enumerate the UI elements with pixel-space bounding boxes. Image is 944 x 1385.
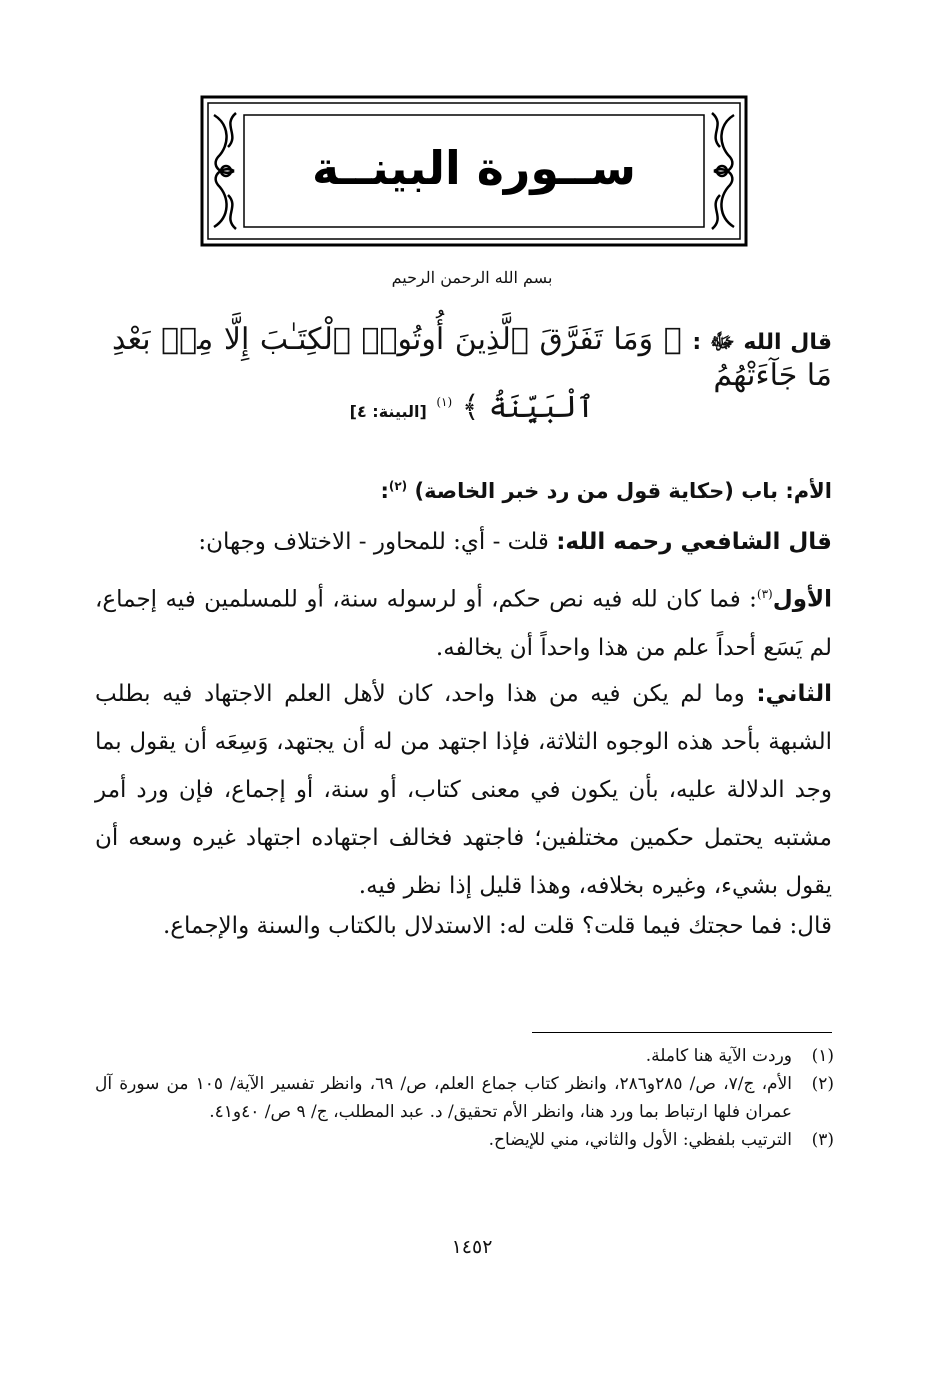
footnote-text: الترتيب بلفظي: الأول والثاني، مني للإيضاح. <box>488 1130 792 1150</box>
basmala: بسم الله الرحمن الرحيم <box>391 268 553 287</box>
footnote-mark-1: (١) <box>436 395 453 409</box>
verse-line-1 <box>112 322 832 394</box>
paragraph-4-text: قال: فما حجتك فيما قلت؟ قلت له: الاستدلال بالكتاب والسنة والإجماع. <box>163 913 832 939</box>
footnote-number: (١) <box>811 1046 834 1066</box>
footnote-mark-3: (٣) <box>756 587 773 601</box>
footnote-mark-2: (٢) <box>388 479 408 493</box>
footnote-number: (٢) <box>811 1074 834 1094</box>
verse-text-1: ﴿ وَمَا تَفَرَّقَ ٱلَّذِينَ أُوتُوا۟ ٱلْكِتَـٰبَ إِلَّا مِنۢ بَعْدِ مَا جَآءَتْهُمُ <box>112 322 832 393</box>
verse-line-2 <box>112 390 832 426</box>
paragraph-1-text: قلت - أي: للمحاور - الاختلاف وجهان: <box>198 529 549 555</box>
footnote-text: وردت الآية هنا كاملة. <box>645 1046 792 1066</box>
surah-title: ســورة البينــة <box>312 141 636 195</box>
paragraph-2-lead: الأول <box>772 586 832 613</box>
paragraph-4 <box>95 902 832 950</box>
paragraph-1-lead: قال الشافعي رحمه الله: <box>556 529 832 555</box>
footnote-text: الأم، ج/٧، ص/ ٢٨٥و٢٨٦، وانظر كتاب جماع العلم، ص/ ٦٩، وانظر تفسير الآية/ ١٠٥ من سورة آل عمران فلها ارتباط بما ورد هنا، وانظر الأم تحقيق/ د. عبد المطلب، ج/ ٩ ص/ ٤٠و٤١. <box>95 1074 792 1122</box>
footnotes <box>95 1042 834 1154</box>
footnote-item <box>95 1042 834 1070</box>
page-number: ١٤٥٢ <box>451 1236 493 1258</box>
footnote-item <box>95 1126 834 1154</box>
paragraph-3-text: وما لم يكن فيه من هذا واحد، كان لأهل العلم الاجتهاد فيه بطلب الشبهة بأحد هذه الوجوه الثلاثة، فإذا اجتهد من له أن يجتهد، وَسِعَه أن يقول بما وجد الدلالة عليه، بأن يكون في معنى كتاب، أو سنة، أو إجماع، فإن ورد أمر مشتبه يحتمل حكمين مختلفين؛ فاجتهد فخالف اجتهاده اجتهاد غيره وسعه أن يقول بشيء، وغيره بخلافه، وهذا قليل إذا نظر فيه. <box>95 681 832 899</box>
footnote-item <box>95 1070 834 1126</box>
paragraph-2-text: : فما كان لله فيه نص حكم، أو لرسوله سنة، أو للمسلمين فيه إجماع، لم يَسَع أحداً علم من هذا واحداً أن يخالفه. <box>95 586 832 661</box>
section-heading-tail: : <box>380 479 389 503</box>
paragraph-3 <box>95 670 832 910</box>
verse-intro: قال الله ﷻ : <box>692 330 832 355</box>
verse-text-2: ٱلْبَيِّنَةُ ﴾ <box>461 390 595 425</box>
footnote-number: (٣) <box>811 1130 834 1150</box>
section-heading-text: الأم: باب (حكاية قول من رد خبر الخاصة) <box>414 479 832 503</box>
verse-reference: [البينة: ٤] <box>349 402 427 421</box>
footnote-divider <box>532 1032 832 1033</box>
paragraph-3-lead: الثاني: <box>756 681 832 707</box>
paragraph-2 <box>95 570 832 672</box>
surah-title-frame <box>200 95 748 247</box>
section-heading <box>95 462 832 515</box>
paragraph-1 <box>95 518 832 566</box>
